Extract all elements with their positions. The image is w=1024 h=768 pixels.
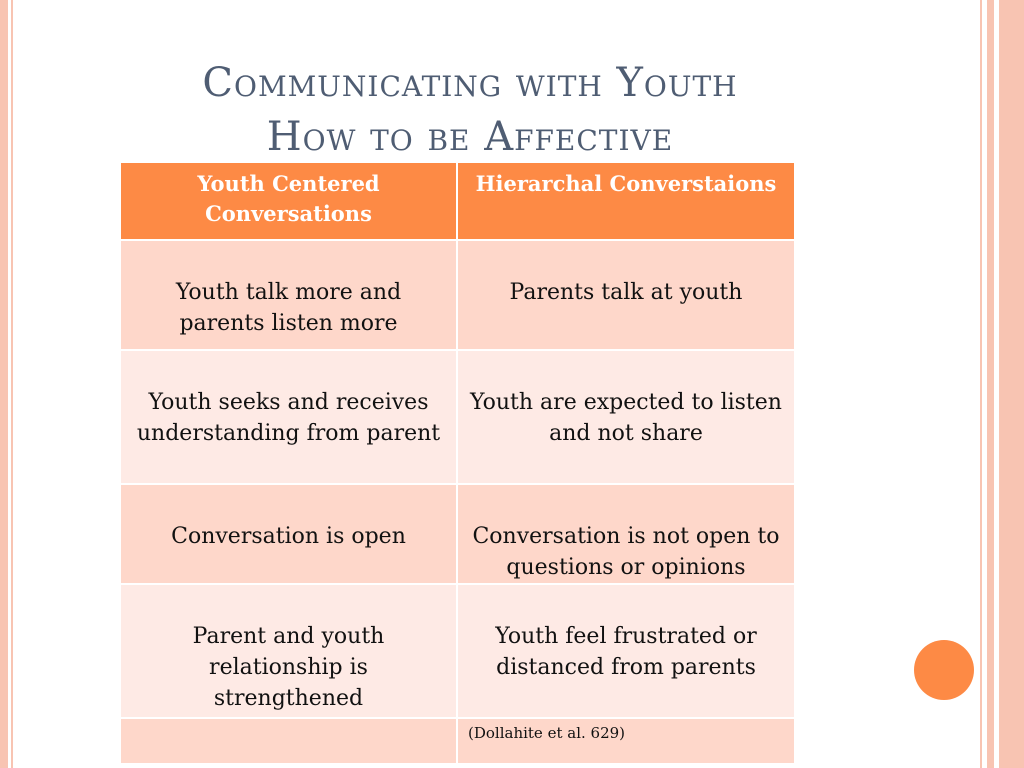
table-row: [120, 240, 795, 350]
table-row: [120, 350, 795, 484]
left-border-line: [11, 0, 13, 768]
right-border-band: [999, 0, 1024, 768]
table-cell: Parents talk at youth: [457, 240, 795, 350]
table-cell: Youth feel frustrated or distanced from parents: [457, 584, 795, 718]
comparison-table: [119, 161, 796, 765]
table-header-row: [120, 162, 795, 240]
citation: (Dollahite et al. 629): [457, 718, 795, 764]
table-cell: Conversation is not open to questions or opinions: [457, 484, 795, 584]
title-line-2: How to be Affective: [266, 114, 674, 160]
header-hierarchal: Hierarchal Converstaions: [457, 162, 795, 240]
left-border-bar: [0, 0, 8, 768]
decorative-circle: [914, 640, 974, 700]
table-row: [120, 484, 795, 584]
right-border-bar: [987, 0, 994, 768]
table-row: [120, 584, 795, 718]
table-cell: Youth seeks and receives understanding from parent: [120, 350, 457, 484]
table-cell: Youth are expected to listen and not share: [457, 350, 795, 484]
table-cell: Conversation is open: [120, 484, 457, 584]
table-cell: Parent and youth relationship is strengthened: [120, 584, 457, 718]
table-cell: Youth talk more and parents listen more: [120, 240, 457, 350]
empty-cell: [120, 718, 457, 764]
slide-title: [120, 56, 820, 164]
header-youth-centered: Youth Centered Conversations: [120, 162, 457, 240]
table-row: [120, 718, 795, 764]
title-line-1: Communicating with Youth: [202, 60, 738, 106]
right-border-line: [980, 0, 982, 768]
